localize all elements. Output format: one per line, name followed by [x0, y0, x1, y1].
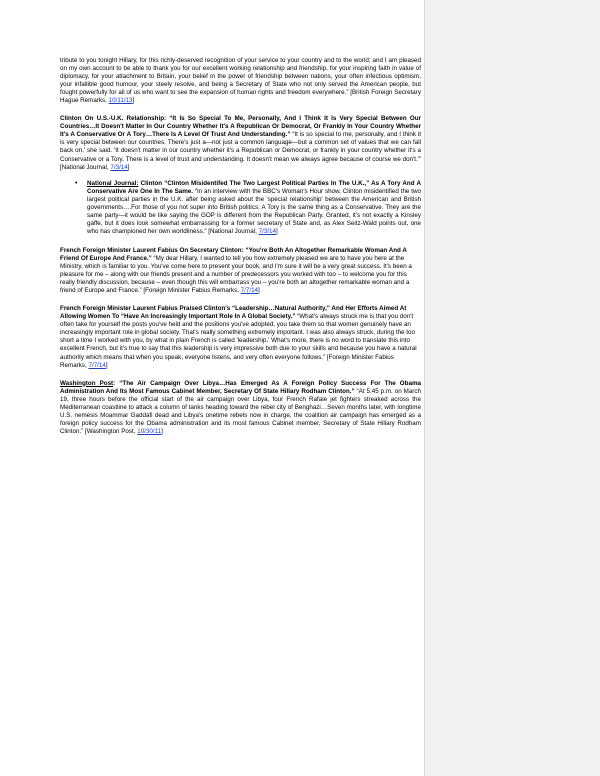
citation-link[interactable]: 10/30/11: [137, 427, 162, 435]
comment-pane-divider: [424, 0, 425, 776]
source-label: National Journal:: [87, 179, 139, 187]
paragraph-heading: French Foreign Minister Laurent Fabius On Secretary Clinton: “You're Both An Altogether Remarkable Woman And A Friend Of Europe And France.”: [60, 246, 407, 262]
citation-link[interactable]: 7/3/14: [110, 163, 128, 171]
paragraph-us-uk-relationship: Clinton On U.S.-U.K. Relationship: “It Is So Special To Me, Personally, And I Think It Is Very Special Between Our Countries…It Doesn't Matter In Our Country Whether It's A Republican Or Democrat, Or Frankly In Your Country Whether It's A Conservative Or A Tory…There Is A Level Of Trust And Understanding.” “It is so special to me, personally, and I think it is very special between our countries. There's just a—not just a common language—but a common set of values that we can fall back on,' she said. 'It doesn't matter in our country whether it's a Republican or Democrat, or frankly in your country whether it's a Conservative or a Tory. There is a level of trust and understanding. It doesn't mean we always agree because of course we don't.'” [National Journal, 7/3/14]: [60, 115, 421, 171]
source-label: Washington Post: [60, 379, 114, 387]
paragraph-washington-post-libya: Washington Post: “The Air Campaign Over Libya…Has Emerged As A Foreign Policy Success For The Obama Administration And Its Most Famous Cabinet Member, Secretary Of State Hillary Rodham Clinton.” “At 5:45 p.m. on March 19, three hours before the official start of the air campaign over Libya, four French Rafale jet fighters streaked across the Mediterranean coastline to attack a column of tanks heading toward the rebel city of Benghazi…Seven months later, with longtime U.S. nemesis Moammar Gaddafi dead and Libya's onetime rebels now in charge, the coalition air campaign has emerged as a foreign policy success for the Obama administration and its most famous Cabinet member, Secretary of State Hillary Rodham Clinton.” [Washington Post, 10/30/11]: [60, 379, 421, 435]
citation-link[interactable]: 7/7/14: [88, 361, 106, 369]
citation-link[interactable]: 7/3/14: [258, 227, 277, 235]
paragraph-fabius-leadership: French Foreign Minister Laurent Fabius Praised Clinton's “Leadership…Natural Authority,” And Her Efforts Aimed At Allowing Women To “Have An Increasingly Important Role In A Global Society.” “What's always struck me is that you don't often take for yourself the posts you've held and the positions you've adopted, you take them so that women genuinely have an increasingly important role in global society. That's really something extremely important. I was also always struck, during the too short a time I worked with you, by what in plain French is called 'leadership.' What's more, there is no word to translate this into excellent French, but it's true to say that this leadership is very impressive both due to your skills and because you have a natural authority which means that when you speak, everyone listens, and very often everyone follows.” [Foreign Minister Fabius Remarks, 7/7/14]: [60, 305, 417, 369]
paragraph-heading: Clinton “Clinton Misidentifed The Two Largest Political Parties In The U.K.,” As A Tory And A Conservative Are One In The Same.: [87, 179, 421, 195]
paragraph-heading: Clinton On U.S.-U.K. Relationship: “It Is So Special To Me, Personally, And I Think It Is Very Special Between Our Countries…It Doesn't Matter In Our Country Whether It's A Republican Or Democrat, Or Frankly In Your Country Whether It's A Conservative Or A Tory…There Is A Level Of Trust And Understanding.”: [60, 115, 421, 139]
comment-pane: [424, 0, 600, 776]
paragraph-heading: French Foreign Minister Laurent Fabius Praised Clinton's “Leadership…Natural Authority,” And Her Efforts Aimed At Allowing Women To “Have An Increasingly Important Role In A Global Society.”: [60, 305, 407, 321]
paragraph-hague-remarks: tribute to you tonight Hillary, for this richly-deserved recognition of your service to your country and to the world; and I am pleased on my own account to be able to thank you for our excellent working relationship and friendship, for your inspiring faith in value of diplomacy, for your attachment to Britain, your belief in the power of friendship between nations, your often infectious optimism, your infallible good humour, your steely resolve, and being a Secretary of State who not only served the American people, but fought powerfully for all of us who want to see the expansion of human rights and freedom everywhere.” [British Foreign Secretary Hague Remarks, 10/11/13]: [60, 57, 421, 105]
document-page: [60, 57, 421, 446]
citation-link[interactable]: 7/7/14: [240, 287, 259, 295]
bullet-item-national-journal: • National Journal: Clinton “Clinton Misidentifed The Two Largest Political Parties In The U.K.,” As A Tory And A Conservative Are One In The Same. “In an interview with the BBC's Woman's Hour show, Clinton misidentified the two largest political parties in the U.K. after being asked about the 'special relationship' between the American and British governments….For those of you not super into British politics: A Tory is the same thing as a Conservative. They are the same party—it would be like saying the GOP is different from the Republican Party. Granted, it's not exactly a Kinsley gaffe, but it does look somewhat embarrassing for a former secretary of State and, as Alex Seitz-Wald points out, one who has championed her own worldliness.” [National Journal, 7/3/14]: [75, 179, 421, 235]
bullet-icon: •: [75, 179, 78, 187]
paragraph-heading: : “The Air Campaign Over Libya…Has Emerged As A Foreign Policy Success For The Obama Administration And Its Most Famous Cabinet Member, Secretary Of State Hillary Rodham Clinton.”: [60, 379, 421, 395]
paragraph-fabius-remarkable-woman: French Foreign Minister Laurent Fabius On Secretary Clinton: “You're Both An Altogether Remarkable Woman And A Friend Of Europe And France.” “My dear Hillary, I wanted to tell you how extremely pleased we are to have you here at the Ministry, which is familiar to you. You've come here to present your book, and I'm sure it will be a very great success. It's been a pleasure for me – along with our friends present and a number of predecessors you worked with too – to welcome you for this really friendly discussion, because – even though this will embarrass you – you're both an altogether remarkable woman and a friend of Europe and France.” [Foreign Minister Fabius Remarks, 7/7/14]: [60, 246, 412, 295]
citation-link[interactable]: 10/11/13: [108, 97, 133, 105]
